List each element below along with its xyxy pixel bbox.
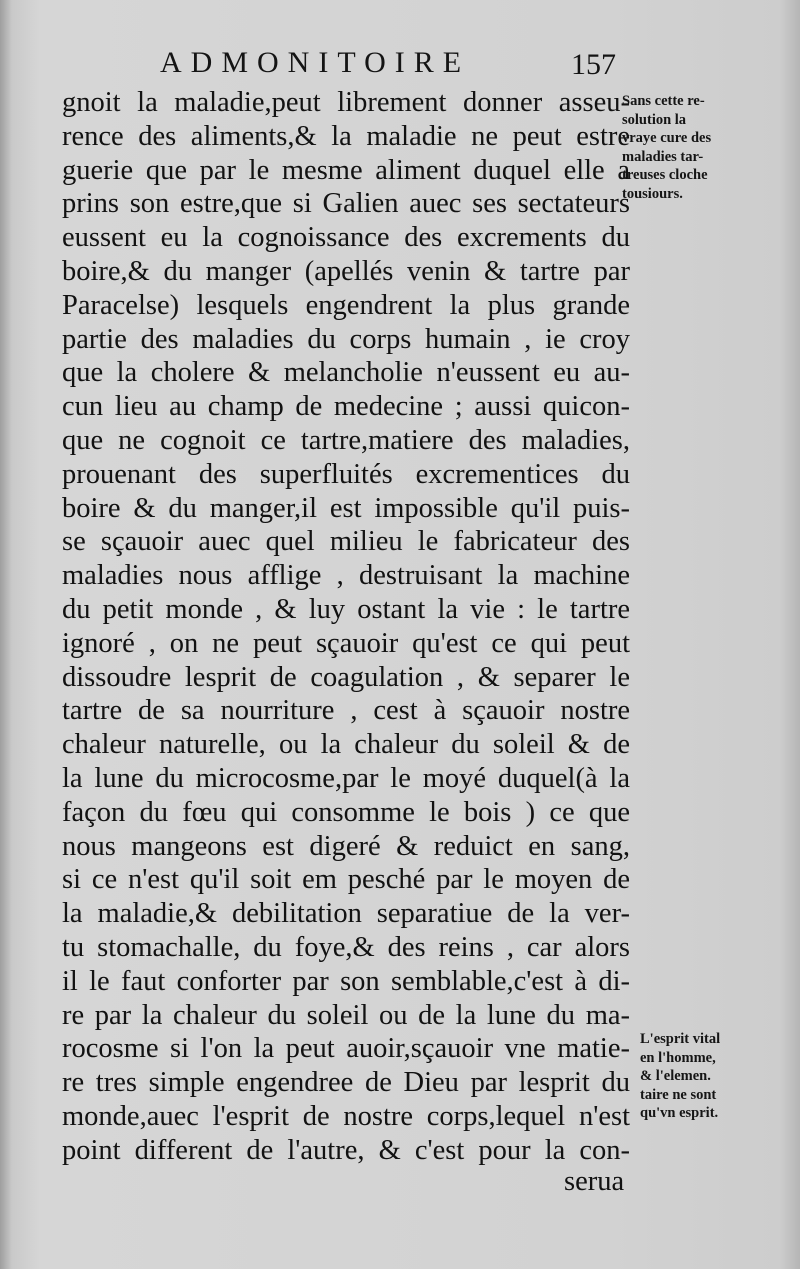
running-title: ADMONITOIRE [160,46,471,79]
text-line: ignoré , on ne peut sçauoir qu'est ce qui peut [62,627,630,659]
text-line: prins son estre,que si Galien auec ses sectateurs [62,188,630,220]
text-line: se sçauoir auec quel milieu le fabricateur des [62,526,630,558]
text-line: partie des maladies du corps humain , ie croy [62,323,630,355]
text-line: nous mangeons est digeré & reduict en sang, [62,830,630,862]
margin-note-line: vraye cure des [622,130,712,146]
text-line: rocosme si l'on la peut auoir,sçauoir vne matie- [62,1033,630,1065]
text-line: la lune du microcosme,par le moyé duquel(à la [62,762,630,794]
text-line: re par la chaleur du soleil ou de la lune du ma- [62,999,630,1031]
text-line: rence des aliments,& la maladie ne peut estre [62,120,630,152]
text-line: du petit monde , & luy ostant la vie : le tartre [62,593,630,625]
text-line: tartre de sa nourriture , cest à sçauoir nostre [62,695,630,727]
text-line: si ce n'est qu'il soit em pesché par le moyen de [62,864,630,896]
margin-note-esprit [640,1030,800,1123]
text-line: il le faut conforter par son semblable,c'est à di- [62,965,630,997]
text-line: point different de l'autre, & c'est pour la con- [62,1134,630,1166]
text-line: maladies nous afflige , destruisant la machine [62,560,630,592]
margin-note-line: en l'homme, [640,1049,716,1066]
text-line: boire,& du manger (apellés venin & tartre par [62,255,630,287]
text-line: eussent eu la cognoissance des excrements du [62,222,630,254]
text-line: la maladie,& debilitation separatiue de la ver- [62,898,630,930]
text-line: cun lieu au champ de medecine ; aussi quicon- [62,391,630,423]
text-line: que ne cognoit ce tartre,matiere des maladies, [62,424,630,456]
text-line: guerie que par le mesme aliment duquel elle a [62,154,630,186]
running-header [160,46,620,86]
margin-note-line: & l'elemen. [640,1068,711,1084]
margin-note-line: treuses cloche [622,167,708,183]
main-text-block [62,86,630,1168]
text-line: re tres simple engendree de Dieu par lesprit du [62,1067,630,1099]
margin-note-line: qu'vn esprit. [640,1105,719,1121]
margin-note-line: Sans cette re- [622,93,705,109]
text-line: prouenant des superfluités excrementices du [62,458,630,490]
margin-note-line: tousiours. [622,185,683,202]
text-line: chaleur naturelle, ou la chaleur du soleil & de [62,729,630,761]
page-number: 157 [571,48,616,81]
text-line: que la cholere & melancholie n'eussent eu au- [62,357,630,389]
catchword: serua [564,1166,625,1197]
margin-note-cure [622,92,792,203]
text-line: Paracelse) lesquels engendrent la plus grande [62,289,630,321]
text-line: monde,auec l'esprit de nostre corps,lequel n'est [62,1100,630,1132]
margin-note-line: solution la [622,111,687,128]
text-line: façon du fœu qui consomme le bois ) ce que [62,796,630,828]
margin-note-line: L'esprit vital [640,1031,721,1047]
text-line: boire & du manger,il est impossible qu'il puis- [62,492,630,524]
margin-note-line: taire ne sont [640,1086,717,1103]
text-line: gnoit la maladie,peut librement donner asseu- [62,87,630,118]
margin-note-line: maladies tar- [622,148,704,165]
text-line: tu stomachalle, du foye,& des reins , car alors [62,931,630,963]
text-line: dissoudre lesprit de coagulation , & separer le [62,661,630,693]
